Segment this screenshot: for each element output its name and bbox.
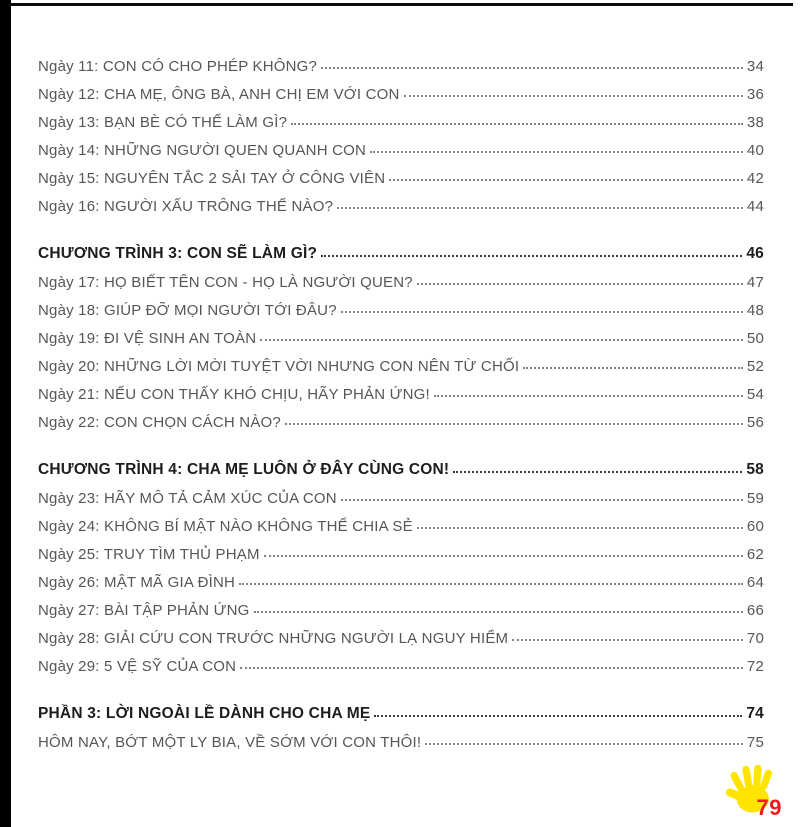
dot-leader <box>291 123 743 125</box>
toc-entry-page: 70 <box>746 630 764 647</box>
toc-entry-page: 48 <box>746 302 764 319</box>
toc-entry-page: 40 <box>746 142 764 159</box>
dot-leader <box>254 611 743 613</box>
dot-leader <box>453 471 742 473</box>
toc-entry-page: 75 <box>746 734 764 751</box>
toc-row <box>38 294 764 322</box>
toc-row <box>38 726 764 754</box>
toc-row <box>38 650 764 678</box>
toc-entry-page: 59 <box>746 490 764 507</box>
dot-leader <box>260 339 743 341</box>
toc-entry-page: 42 <box>746 170 764 187</box>
table-of-contents <box>38 50 764 754</box>
toc-entry-page: 38 <box>746 114 764 131</box>
toc-entry-page: 66 <box>746 602 764 619</box>
page-number: 79 <box>756 795 782 820</box>
toc-entry-label: Ngày 28: GIẢI CỨU CON TRƯỚC NHỮNG NGƯỜI LẠ NGUY HIỂM <box>38 630 509 647</box>
toc-row <box>38 538 764 566</box>
dot-leader <box>264 555 743 557</box>
toc-row <box>38 78 764 106</box>
dot-leader <box>374 715 742 717</box>
toc-entry-label: Ngày 26: MẬT MÃ GIA ĐÌNH <box>38 574 236 591</box>
toc-entry-page: 64 <box>746 574 764 591</box>
toc-entry-page: 56 <box>746 414 764 431</box>
page-edge-top <box>11 3 793 6</box>
toc-row <box>38 378 764 406</box>
toc-row <box>38 266 764 294</box>
toc-row <box>38 350 764 378</box>
dot-leader <box>434 395 743 397</box>
toc-entry-page: 72 <box>746 658 764 675</box>
dot-leader <box>512 639 743 641</box>
toc-entry-label: HÔM NAY, BỚT MỘT LY BIA, VỀ SỚM VỚI CON THÔI! <box>38 734 422 751</box>
toc-row <box>38 134 764 162</box>
toc-section-header-label: CHƯƠNG TRÌNH 3: CON SẼ LÀM GÌ? <box>38 245 318 262</box>
toc-entry-label: Ngày 20: NHỮNG LỜI MỜI TUYỆT VỜI NHƯNG CON NÊN TỪ CHỐI <box>38 358 520 375</box>
toc-entry-label: Ngày 17: HỌ BIẾT TÊN CON - HỌ LÀ NGƯỜI QUEN? <box>38 274 413 291</box>
toc-section-header-row <box>38 454 764 482</box>
toc-entry-page: 36 <box>746 86 764 103</box>
toc-row <box>38 162 764 190</box>
toc-entry-label: Ngày 11: CON CÓ CHO PHÉP KHÔNG? <box>38 58 318 75</box>
toc-entry-page: 54 <box>746 386 764 403</box>
toc-entry-label: Ngày 19: ĐI VỆ SINH AN TOÀN <box>38 330 257 347</box>
dot-leader <box>341 311 743 313</box>
toc-entry-label: Ngày 29: 5 VỆ SỸ CỦA CON <box>38 658 237 675</box>
toc-entry-label: Ngày 12: CHA MẸ, ÔNG BÀ, ANH CHỊ EM VỚI CON <box>38 86 400 103</box>
toc-row <box>38 510 764 538</box>
toc-entry-label: Ngày 24: KHÔNG BÍ MẬT NÀO KHÔNG THỂ CHIA SẺ <box>38 518 413 535</box>
toc-row <box>38 622 764 650</box>
toc-row <box>38 406 764 434</box>
page-edge-left <box>0 0 11 827</box>
toc-section-header-label: PHẦN 3: LỜI NGOÀI LỀ DÀNH CHO CHA MẸ <box>38 705 371 722</box>
dot-leader <box>425 743 743 745</box>
toc-section-header-page: 74 <box>746 705 764 722</box>
toc-entry-page: 62 <box>746 546 764 563</box>
dot-leader <box>239 583 743 585</box>
toc-row <box>38 190 764 218</box>
dot-leader <box>285 423 743 425</box>
dot-leader <box>337 207 743 209</box>
toc-section-header-row <box>38 238 764 266</box>
dot-leader <box>341 499 743 501</box>
dot-leader <box>523 367 743 369</box>
toc-row <box>38 322 764 350</box>
toc-row <box>38 106 764 134</box>
dot-leader <box>404 95 743 97</box>
toc-entry-page: 60 <box>746 518 764 535</box>
toc-row <box>38 482 764 510</box>
toc-entry-page: 44 <box>746 198 764 215</box>
toc-entry-label: Ngày 18: GIÚP ĐỠ MỌI NGƯỜI TỚI ĐÂU? <box>38 302 337 319</box>
toc-entry-label: Ngày 13: BẠN BÈ CÓ THỂ LÀM GÌ? <box>38 114 288 131</box>
dot-leader <box>370 151 743 153</box>
toc-section-header-row <box>38 698 764 726</box>
toc-entry-label: Ngày 16: NGƯỜI XẤU TRÔNG THẾ NÀO? <box>38 198 334 215</box>
toc-row <box>38 594 764 622</box>
toc-entry-label: Ngày 25: TRUY TÌM THỦ PHẠM <box>38 546 260 563</box>
toc-entry-label: Ngày 27: BÀI TẬP PHẢN ỨNG <box>38 602 250 619</box>
toc-entry-page: 50 <box>746 330 764 347</box>
toc-entry-label: Ngày 23: HÃY MÔ TẢ CẢM XÚC CỦA CON <box>38 490 337 507</box>
page-number-badge <box>718 763 784 823</box>
toc-entry-label: Ngày 14: NHỮNG NGƯỜI QUEN QUANH CON <box>38 142 367 159</box>
dot-leader <box>417 283 743 285</box>
toc-section-header-page: 58 <box>746 461 764 478</box>
toc-section-header-label: CHƯƠNG TRÌNH 4: CHA MẸ LUÔN Ở ĐÂY CÙNG CON! <box>38 461 450 478</box>
toc-section-header-page: 46 <box>746 245 764 262</box>
dot-leader <box>321 67 743 69</box>
toc-entry-label: Ngày 22: CON CHỌN CÁCH NÀO? <box>38 414 281 431</box>
toc-entry-label: Ngày 21: NẾU CON THẤY KHÓ CHỊU, HÃY PHẢN ỨNG! <box>38 386 430 403</box>
toc-row <box>38 566 764 594</box>
dot-leader <box>389 179 743 181</box>
dot-leader <box>321 255 742 257</box>
toc-row <box>38 50 764 78</box>
toc-entry-label: Ngày 15: NGUYÊN TẮC 2 SẢI TAY Ở CÔNG VIÊN <box>38 170 386 187</box>
toc-entry-page: 52 <box>746 358 764 375</box>
toc-entry-page: 34 <box>746 58 764 75</box>
toc-entry-page: 47 <box>746 274 764 291</box>
dot-leader <box>240 667 743 669</box>
dot-leader <box>417 527 743 529</box>
